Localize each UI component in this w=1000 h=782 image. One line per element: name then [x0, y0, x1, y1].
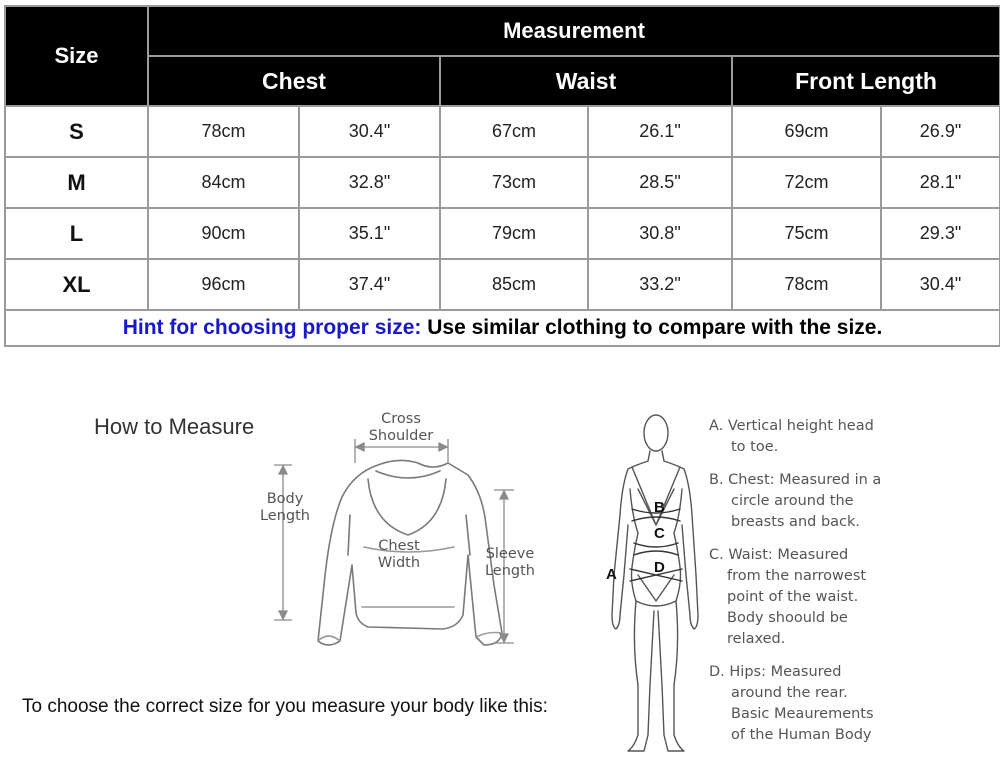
note-line: Body shoould be [727, 610, 848, 626]
waist-header: Waist [441, 57, 731, 105]
sleeve-length-label-line: Sleeve [485, 546, 535, 562]
note-line: C. Waist: Measured [709, 547, 849, 563]
body-length-label [240, 491, 330, 525]
size-label: S [6, 107, 147, 156]
note-chest [709, 470, 995, 533]
chest-width-label [354, 538, 444, 572]
table-row [6, 158, 999, 207]
waist-cm-cell: 73cm [441, 158, 587, 207]
note-line: from the narrowest [727, 568, 867, 584]
front-length-inch-cell: 26.9" [882, 107, 999, 156]
hint-row [6, 311, 999, 345]
cross-shoulder-label-line: Cross [381, 411, 421, 427]
waist-inch-cell: 26.1" [589, 107, 731, 156]
waist-inch-cell: 28.5" [589, 158, 731, 207]
body-marker-d: D [654, 559, 665, 576]
size-label: M [6, 158, 147, 207]
front-length-cm-cell: 75cm [733, 209, 880, 258]
note-line: of the Human Body [731, 727, 872, 743]
note-line: D. Hips: Measured [709, 664, 842, 680]
front-length-cm-cell: 72cm [733, 158, 880, 207]
body-length-label-line: Length [259, 508, 310, 524]
note-line: A. Vertical height head [709, 418, 874, 434]
sleeve-length-label-line: Length [484, 563, 535, 579]
waist-inch-cell: 33.2" [589, 260, 731, 309]
chest-cm-cell: 84cm [149, 158, 298, 207]
body-length-label-line: Body [266, 491, 304, 507]
note-height [709, 416, 995, 458]
chest-cm-cell: 96cm [149, 260, 298, 309]
note-line: to toe. [731, 439, 779, 455]
table-row [6, 260, 999, 309]
note-hips [709, 662, 995, 746]
note-line: B. Chest: Measured in a [709, 472, 882, 488]
note-line: around the rear. [731, 685, 848, 701]
body-diagram [598, 405, 708, 765]
table-row [6, 107, 999, 156]
waist-cm-cell: 67cm [441, 107, 587, 156]
front-length-inch-cell: 29.3" [882, 209, 999, 258]
front-length-cm-cell: 69cm [733, 107, 880, 156]
chest-inch-cell: 32.8" [300, 158, 439, 207]
note-waist [709, 545, 995, 650]
front-length-header: Front Length [733, 57, 999, 105]
body-marker-c: C [654, 525, 665, 542]
size-label: L [6, 209, 147, 258]
chest-header: Chest [149, 57, 439, 105]
size-chart-table [4, 5, 1000, 347]
note-line: Basic Meaurements [731, 706, 874, 722]
sleeve-length-label [465, 546, 555, 580]
table-row [6, 209, 999, 258]
how-to-measure-title: How to Measure [94, 414, 255, 439]
cross-shoulder-label [356, 411, 446, 445]
chest-inch-cell: 37.4" [300, 260, 439, 309]
size-label: XL [6, 260, 147, 309]
hint-cell [6, 311, 999, 345]
hint-lead: Hint for choosing proper size: [122, 316, 422, 339]
note-line: breasts and back. [731, 514, 861, 530]
front-length-inch-cell: 30.4" [882, 260, 999, 309]
note-line: point of the waist. [727, 589, 859, 605]
waist-cm-cell: 85cm [441, 260, 587, 309]
waist-inch-cell: 30.8" [589, 209, 731, 258]
note-line: relaxed. [727, 631, 786, 647]
chest-width-label-line: Width [377, 555, 421, 571]
chest-cm-cell: 78cm [149, 107, 298, 156]
chest-inch-cell: 30.4" [300, 107, 439, 156]
body-marker-b: B [654, 499, 665, 516]
measurement-header: Measurement [149, 7, 999, 55]
measurement-notes [709, 416, 995, 758]
cross-shoulder-label-line: Shoulder [368, 428, 434, 444]
chest-inch-cell: 35.1" [300, 209, 439, 258]
chest-cm-cell: 90cm [149, 209, 298, 258]
measure-instructions: To choose the correct size for you measure your body like this: [22, 696, 548, 717]
front-length-inch-cell: 28.1" [882, 158, 999, 207]
body-marker-a: A [606, 566, 617, 583]
hint-text: Use similar clothing to compare with the size. [421, 316, 883, 339]
note-line: circle around the [731, 493, 854, 509]
waist-cm-cell: 79cm [441, 209, 587, 258]
size-header: Size [6, 7, 147, 105]
front-length-cm-cell: 78cm [733, 260, 880, 309]
chest-width-label-line: Chest [378, 538, 420, 554]
